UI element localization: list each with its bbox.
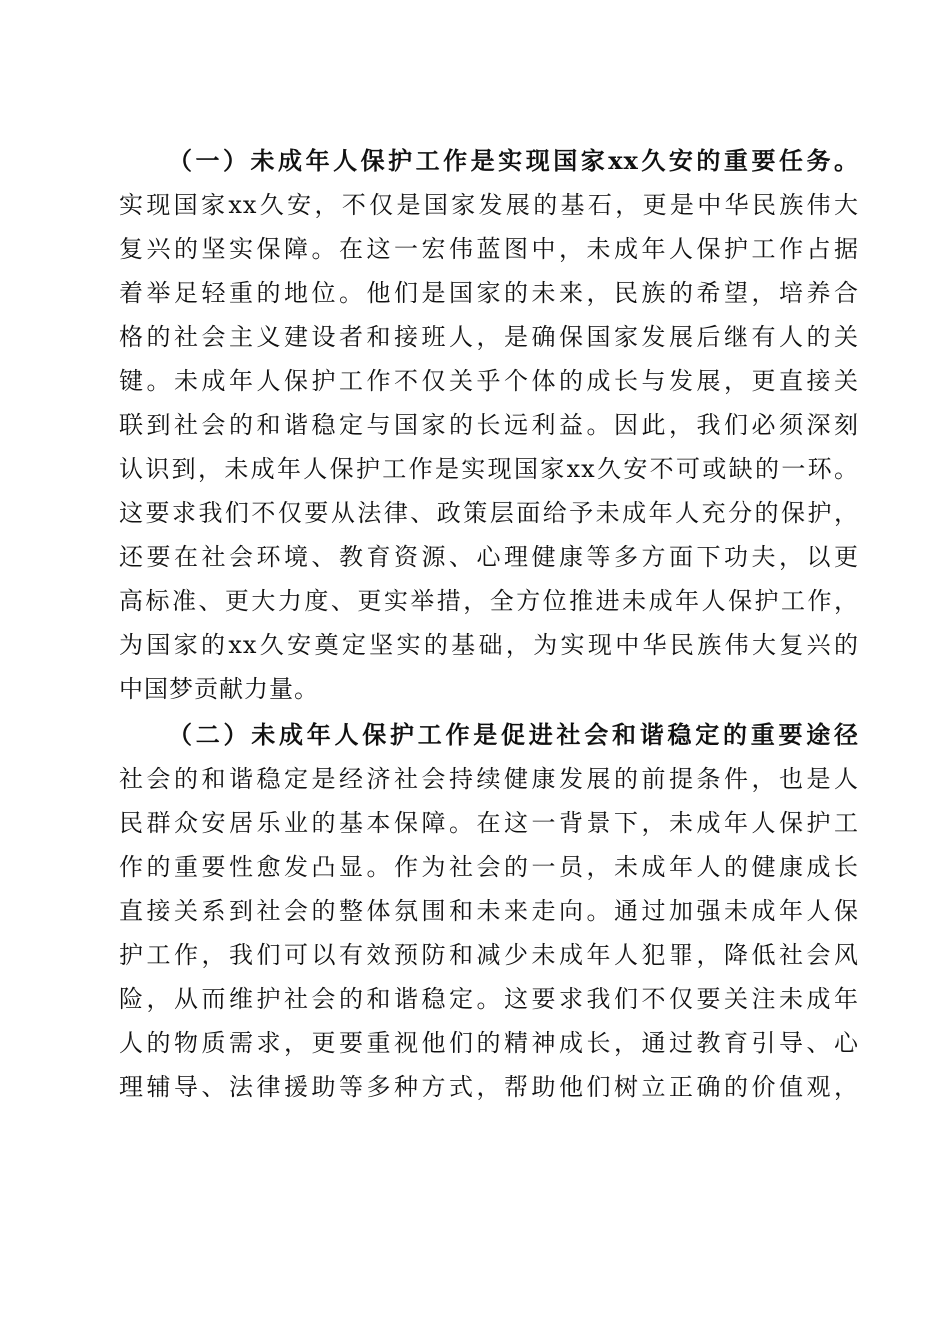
section-1-line: 认识到，未成年人保护工作是实现国家xx久安不可或缺的一环。	[119, 455, 859, 483]
section-1-line: 中国梦贡献力量。	[119, 675, 319, 703]
section-1-line: 格的社会主义建设者和接班人，是确保国家发展后继有人的关	[119, 323, 859, 351]
section-1-line: 复兴的坚实保障。在这一宏伟蓝图中，未成年人保护工作占据	[119, 235, 859, 263]
section-2-line: 民群众安居乐业的基本保障。在这一背景下，未成年人保护工	[119, 809, 859, 837]
section-1-line: 还要在社会环境、教育资源、心理健康等多方面下功夫，以更	[119, 543, 859, 571]
section-2-line: 直接关系到社会的整体氛围和未来走向。通过加强未成年人保	[119, 897, 859, 925]
section-1-line: 这要求我们不仅要从法律、政策层面给予未成年人充分的保护，	[119, 499, 859, 527]
section-1-line: 键。未成年人保护工作不仅关乎个体的成长与发展，更直接关	[119, 367, 859, 395]
section-2-line: 护工作，我们可以有效预防和减少未成年人犯罪，降低社会风	[119, 941, 859, 969]
section-2-line: 作的重要性愈发凸显。作为社会的一员，未成年人的健康成长	[119, 853, 859, 881]
section-2-line: 人的物质需求，更要重视他们的精神成长，通过教育引导、心	[119, 1029, 859, 1057]
section-1-heading: （一）未成年人保护工作是实现国家xx久安的重要任务。	[168, 146, 859, 175]
section-1-line: 高标准、更大力度、更实举措，全方位推进未成年人保护工作，	[119, 587, 859, 615]
section-2-line: 险，从而维护社会的和谐稳定。这要求我们不仅要关注未成年	[119, 985, 859, 1013]
section-2-heading: （二）未成年人保护工作是促进社会和谐稳定的重要途径	[168, 720, 859, 749]
document-body	[119, 139, 859, 1109]
section-2-line: 理辅导、法律援助等多种方式，帮助他们树立正确的价值观，	[119, 1073, 859, 1101]
section-2-line: 社会的和谐稳定是经济社会持续健康发展的前提条件，也是人	[119, 765, 859, 793]
section-1-line: 为国家的xx久安奠定坚实的基础，为实现中华民族伟大复兴的	[119, 631, 859, 659]
section-1-line: 着举足轻重的地位。他们是国家的未来，民族的希望，培养合	[119, 279, 859, 307]
section-1-line: 实现国家xx久安，不仅是国家发展的基石，更是中华民族伟大	[119, 191, 859, 219]
section-1-line: 联到社会的和谐稳定与国家的长远利益。因此，我们必须深刻	[119, 411, 859, 439]
